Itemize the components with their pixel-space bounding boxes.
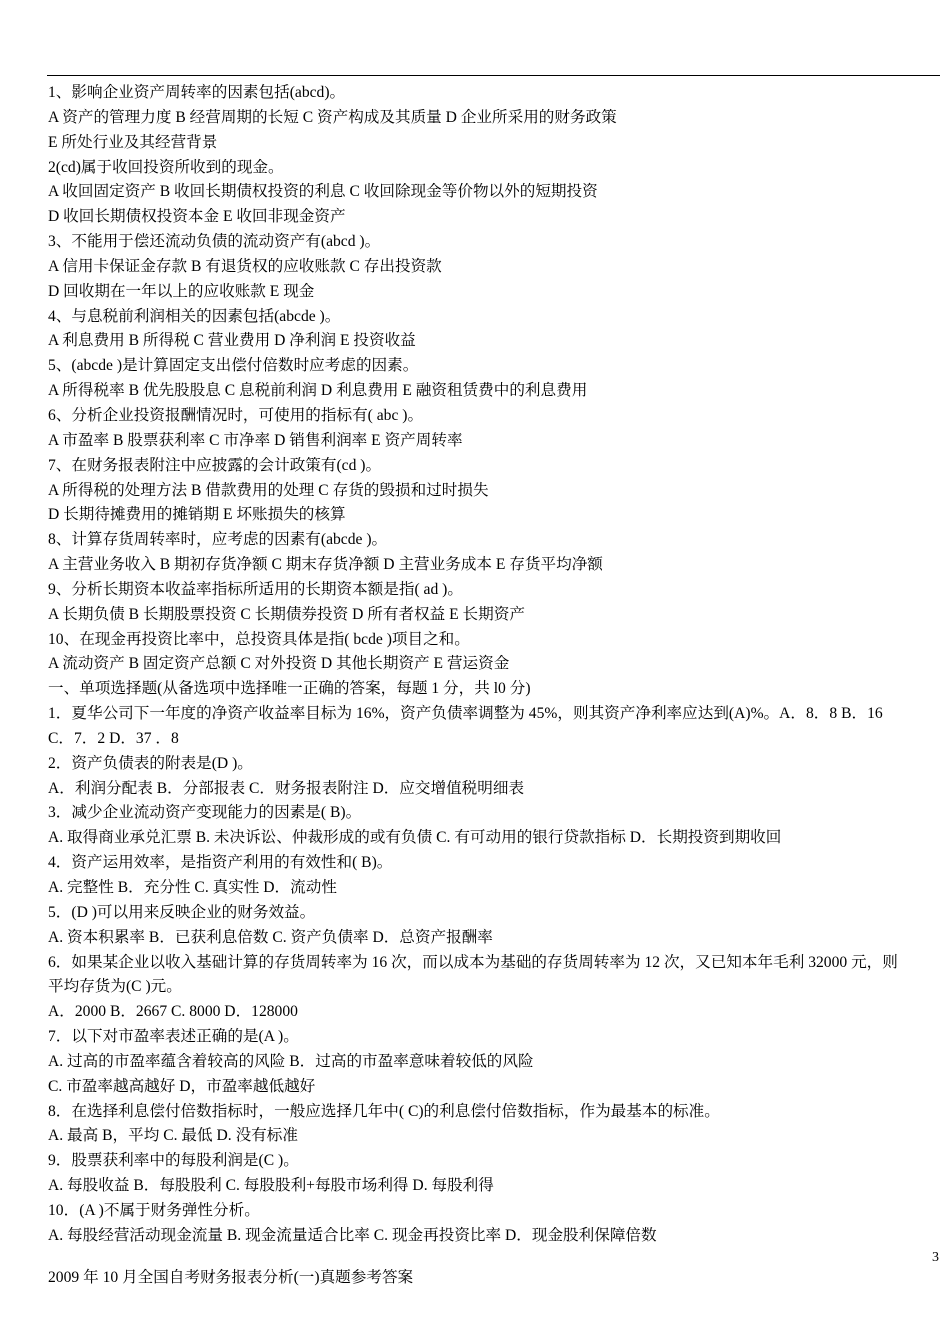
- text-line: 10、在现金再投资比率中，总投资具体是指( bcde )项目之和。: [48, 630, 470, 648]
- text-line: A. 资本积累率 B．已获利息倍数 C. 资产负债率 D．总资产报酬率: [48, 928, 493, 946]
- text-line: A 所得税的处理方法 B 借款费用的处理 C 存货的毁损和过时损失: [48, 481, 489, 499]
- text-line: A. 完整性 B．充分性 C. 真实性 D．流动性: [48, 879, 337, 896]
- text-line: 6、分析企业投资报酬情况时，可使用的指标有( abc )。: [48, 406, 424, 424]
- text-line: A 资产的管理力度 B 经营周期的长短 C 资产构成及其质量 D 企业所采用的财务政策: [48, 108, 617, 126]
- text-line: A. 取得商业承兑汇票 B. 未决诉讼、仲裁形成的或有负债 C. 有可动用的银行贷款指标 D．长期投资到期收回: [48, 829, 782, 847]
- page-number: 3: [932, 1250, 939, 1265]
- text-line: C. 市盈率越高越好 D，市盈率越低越好: [48, 1077, 316, 1095]
- text-line: 6．如果某企业以收入基础计算的存货周转率为 16 次，而以成本为基础的存货周转率为 12 次，又已知本年毛利 32000 元，则: [48, 953, 898, 971]
- text-line: D 收回长期债权投资本金 E 收回非现金资产: [48, 208, 346, 226]
- text-line: 5．(D )可以用来反映企业的财务效益。: [48, 903, 316, 921]
- footer-title: 2009 年 10 月全国自考财务报表分析(一)真题参考答案: [48, 1269, 414, 1286]
- text-line: 7、在财务报表附注中应披露的会计政策有(cd )。: [48, 456, 382, 474]
- text-line: A 长期负债 B 长期股票投资 C 长期债券投资 D 所有者权益 E 长期资产: [48, 605, 525, 623]
- text-line: 3．减少企业流动资产变现能力的因素是( B)。: [48, 804, 362, 822]
- text-line: 8．在选择利息偿付倍数指标时，一般应选择几年中( C)的利息偿付倍数指标，作为最基本的标准。: [48, 1102, 720, 1120]
- header-rule: [47, 75, 940, 76]
- text-line: 4．资产运用效率，是指资产利用的有效性和( B)。: [48, 854, 393, 872]
- text-line: A．利润分配表 B．分部报表 C．财务报表附注 D．应交增值税明细表: [48, 779, 525, 797]
- text-line: A. 过高的市盈率蕴含着较高的风险 B．过高的市盈率意味着较低的风险: [48, 1052, 534, 1070]
- text-line: 9、分析长期资本收益率指标所适用的长期资本额是指( ad )。: [48, 580, 463, 598]
- text-line: 3、不能用于偿还流动负债的流动资产有(abcd )。: [48, 233, 381, 251]
- section-heading: 一、单项选择题(从备选项中选择唯一正确的答案，每题 1 分，共 l0 分): [48, 680, 531, 698]
- text-line: A 主营业务收入 B 期初存货净额 C 期末存货净额 D 主营业务成本 E 存货平均净额: [48, 556, 603, 574]
- text-line: A 所得税率 B 优先股股息 C 息税前利润 D 利息费用 E 融资租赁费中的利息费用: [48, 382, 588, 400]
- text-line: D 回收期在一年以上的应收账款 E 现金: [48, 282, 315, 300]
- text-line: A 流动资产 B 固定资产总额 C 对外投资 D 其他长期资产 E 营运资金: [48, 655, 510, 673]
- text-line: E 所处行业及其经营背景: [48, 133, 218, 151]
- text-line: 5、(abcde )是计算固定支出偿付倍数时应考虑的因素。: [48, 357, 419, 375]
- text-line: A. 最高 B，平均 C. 最低 D. 没有标准: [48, 1127, 298, 1145]
- text-line: 8、计算存货周转率时，应考虑的因素有(abcde )。: [48, 531, 388, 549]
- text-line: D 长期待摊费用的摊销期 E 坏账损失的核算: [48, 506, 346, 524]
- text-line: 7．以下对市盈率表述正确的是(A )。: [48, 1028, 299, 1046]
- text-line: A 市盈率 B 股票获利率 C 市净率 D 销售利润率 E 资产周转率: [48, 431, 463, 449]
- text-line: 10．(A )不属于财务弹性分析。: [48, 1201, 260, 1219]
- text-line: A 收回固定资产 B 收回长期债权投资的利息 C 收回除现金等价物以外的短期投资: [48, 183, 598, 201]
- text-line: A 信用卡保证金存款 B 有退货权的应收账款 C 存出投资款: [48, 257, 442, 275]
- text-line: 9．股票获利率中的每股利润是(C )。: [48, 1152, 299, 1170]
- text-line: 4、与息税前利润相关的因素包括(abcde )。: [48, 307, 341, 325]
- text-line: 1、影响企业资产周转率的因素包括(abcd)。: [48, 84, 346, 101]
- text-line: 平均存货为(C )元。: [48, 978, 182, 996]
- text-line: 2(cd)属于收回投资所收到的现金。: [48, 158, 284, 176]
- document-body: [48, 81, 940, 1249]
- text-line: C．7．2 D．37 ．8: [48, 729, 179, 747]
- text-line: A. 每股经营活动现金流量 B. 现金流量适合比率 C. 现金再投资比率 D．现金股利保障倍数: [48, 1226, 657, 1244]
- text-line: 2．资产负债表的附表是(D )。: [48, 754, 253, 772]
- text-line: A 利息费用 B 所得税 C 营业费用 D 净利润 E 投资收益: [48, 332, 416, 350]
- text-line: A. 每股收益 B．每股股利 C. 每股股利+每股市场利得 D. 每股利得: [48, 1177, 494, 1195]
- text-line: 1．夏华公司下一年度的净资产收益率目标为 16%，资产负债率调整为 45%，则其资产净利率应达到(A)%。A．8．8 B．16: [48, 705, 883, 723]
- text-line: A．2000 B．2667 C. 8000 D．128000: [48, 1003, 298, 1021]
